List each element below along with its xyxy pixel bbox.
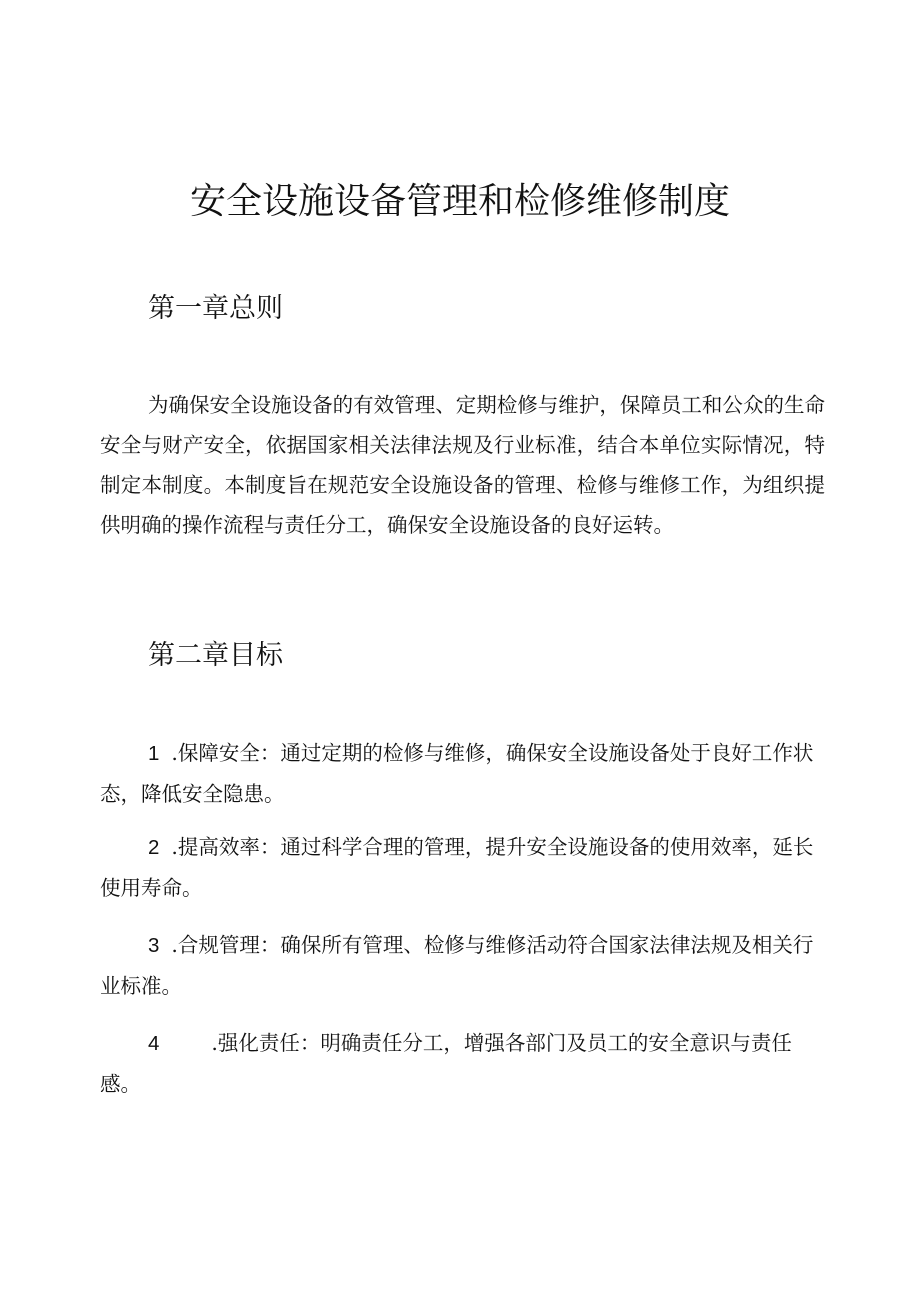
list-item-text: .合规管理：确保所有管理、检修与维修活动符合国家法律法规及相关行业标准。 (100, 933, 814, 998)
list-item (100, 925, 815, 1006)
list-item-text: .强化责任：明确责任分工，增强各部门及员工的安全意识与责任感。 (100, 1031, 792, 1096)
list-item-text: .保障安全：通过定期的检修与维修，确保安全设施设备处于良好工作状态，降低安全隐患。 (100, 741, 814, 806)
chapter-heading-objectives: 第二章目标 (148, 640, 283, 671)
list-item (100, 827, 815, 908)
list-item-number: 3 (148, 934, 160, 957)
list-item-text: .提高效率：通过科学合理的管理，提升安全设施设备的使用效率，延长使用寿命。 (100, 835, 814, 900)
chapter-paragraph-general: 为确保安全设施设备的有效管理、定期检修与维护，保障员工和公众的生命安全与财产安全，依据国家相关法律法规及行业标准，结合本单位实际情况，特制定本制度。本制度旨在规范安全设施设备的管理、检修与维修工作，为组织提供明确的操作流程与责任分工，确保安全设施设备的良好运转。 (100, 393, 825, 537)
list-item (100, 733, 815, 814)
list-item-number: 1 (148, 742, 160, 765)
list-item-number: 2 (148, 836, 160, 859)
chapter-heading-general: 第一章总则 (148, 293, 283, 324)
list-item (100, 1023, 815, 1104)
document-title: 安全设施设备管理和检修维修制度 (189, 181, 730, 222)
list-item-number: 4 (148, 1032, 160, 1055)
